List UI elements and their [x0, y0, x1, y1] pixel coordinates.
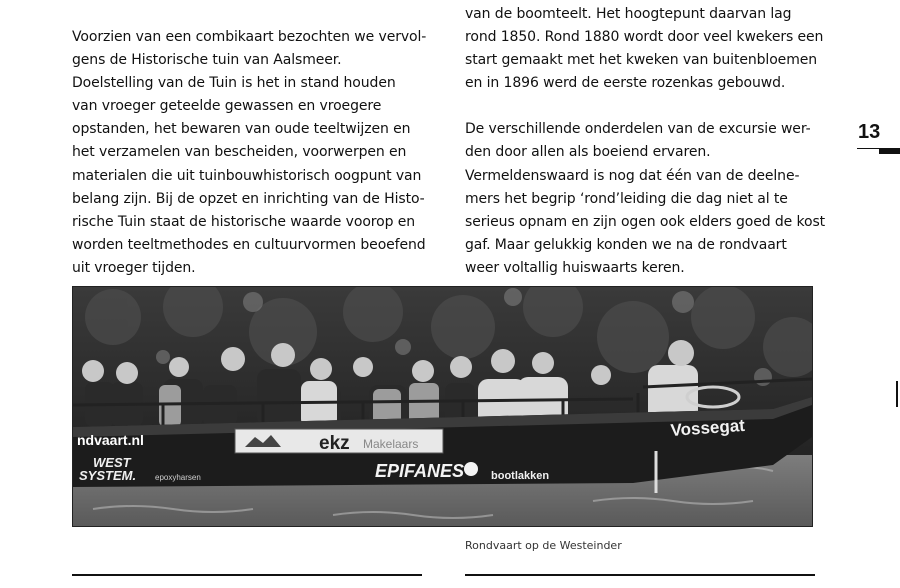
photo-caption: Rondvaart op de Westeinder — [465, 539, 622, 552]
right-text-column — [465, 3, 826, 280]
epifanes-tagline: bootlakken — [491, 470, 550, 482]
paragraph-gap — [465, 95, 817, 118]
text-line: serieus opnam en zijn ogen ook elders goed de kost — [465, 213, 826, 230]
text-line: De verschillende onderdelen van de excursie wer- — [465, 121, 811, 138]
bottom-rule-right — [465, 574, 815, 576]
west-system-line2: SYSTEM. — [79, 468, 137, 483]
text-line: van vroeger geteelde gewassen en vroegere — [72, 98, 382, 115]
boat-name-text: Vossegat — [669, 415, 746, 440]
boat-photo — [72, 286, 813, 527]
west-system-tagline: epoxyharsen — [155, 473, 201, 482]
sponsor-banner — [235, 429, 443, 454]
text-line: materialen die uit tuinbouwhistorisch oogpunt van — [72, 167, 422, 184]
text-line: mers het begrip ‘rond’leiding die dag niet al te — [465, 190, 788, 207]
text-line: belang zijn. Bij de opzet en inrichting van de Histo- — [72, 190, 425, 207]
right-paragraph-1 — [465, 3, 824, 95]
epifanes-emblem-icon — [464, 462, 478, 476]
text-line: het verzamelen van bescheiden, voorwerpen en — [72, 144, 407, 161]
text-line: opstanden, het bewaren van oude teeltwijzen en — [72, 121, 411, 138]
text-line: worden teeltmethodes en cultuurvormen beoefend — [72, 236, 426, 253]
text-line: van de boomteelt. Het hoogtepunt daarvan lag — [465, 6, 792, 22]
text-line: weer voltallig huiswaarts keren. — [465, 259, 685, 276]
text-line: rische Tuin staat de historische waarde voorop en — [72, 213, 416, 230]
text-line: Voorzien van een combikaart bezochten we vervol- — [72, 29, 427, 45]
left-text-column — [72, 26, 427, 280]
text-line: Vermeldenswaard is nog dat één van de deelne- — [465, 167, 800, 184]
text-line: den door allen als boeiend ervaren. — [465, 144, 711, 161]
page-number-tab — [879, 148, 900, 154]
west-system-line1: WEST — [93, 455, 131, 470]
text-line: Doelstelling van de Tuin is het in stand houden — [72, 75, 396, 92]
bottom-rule-left — [72, 574, 422, 576]
page-number: 13 — [858, 121, 881, 143]
text-line: gaf. Maar gelukkig konden we na de rondvaart — [465, 236, 787, 253]
epifanes-text: EPIFANES — [375, 461, 465, 481]
text-line: rond 1850. Rond 1880 wordt door veel kwekers een — [465, 29, 824, 46]
sponsor-makelaars-text: Makelaars — [363, 437, 419, 451]
text-line: gens de Historische tuin van Aalsmeer. — [72, 52, 342, 69]
page-edge-mark — [896, 381, 898, 407]
text-line: start gemaakt met het kweken van buitenbloemen — [465, 52, 818, 69]
boat-photo-illustration — [73, 287, 812, 526]
page-number-rule — [857, 148, 879, 149]
sponsor-ekz-text: ekz — [319, 433, 350, 454]
bow-url-text: ndvaart.nl — [77, 432, 144, 448]
text-line: uit vroeger tijden. — [72, 259, 196, 276]
left-paragraph — [72, 26, 427, 280]
right-paragraph-2 — [465, 118, 826, 280]
text-line: en in 1896 werd de eerste rozenkas gebouwd. — [465, 75, 786, 92]
